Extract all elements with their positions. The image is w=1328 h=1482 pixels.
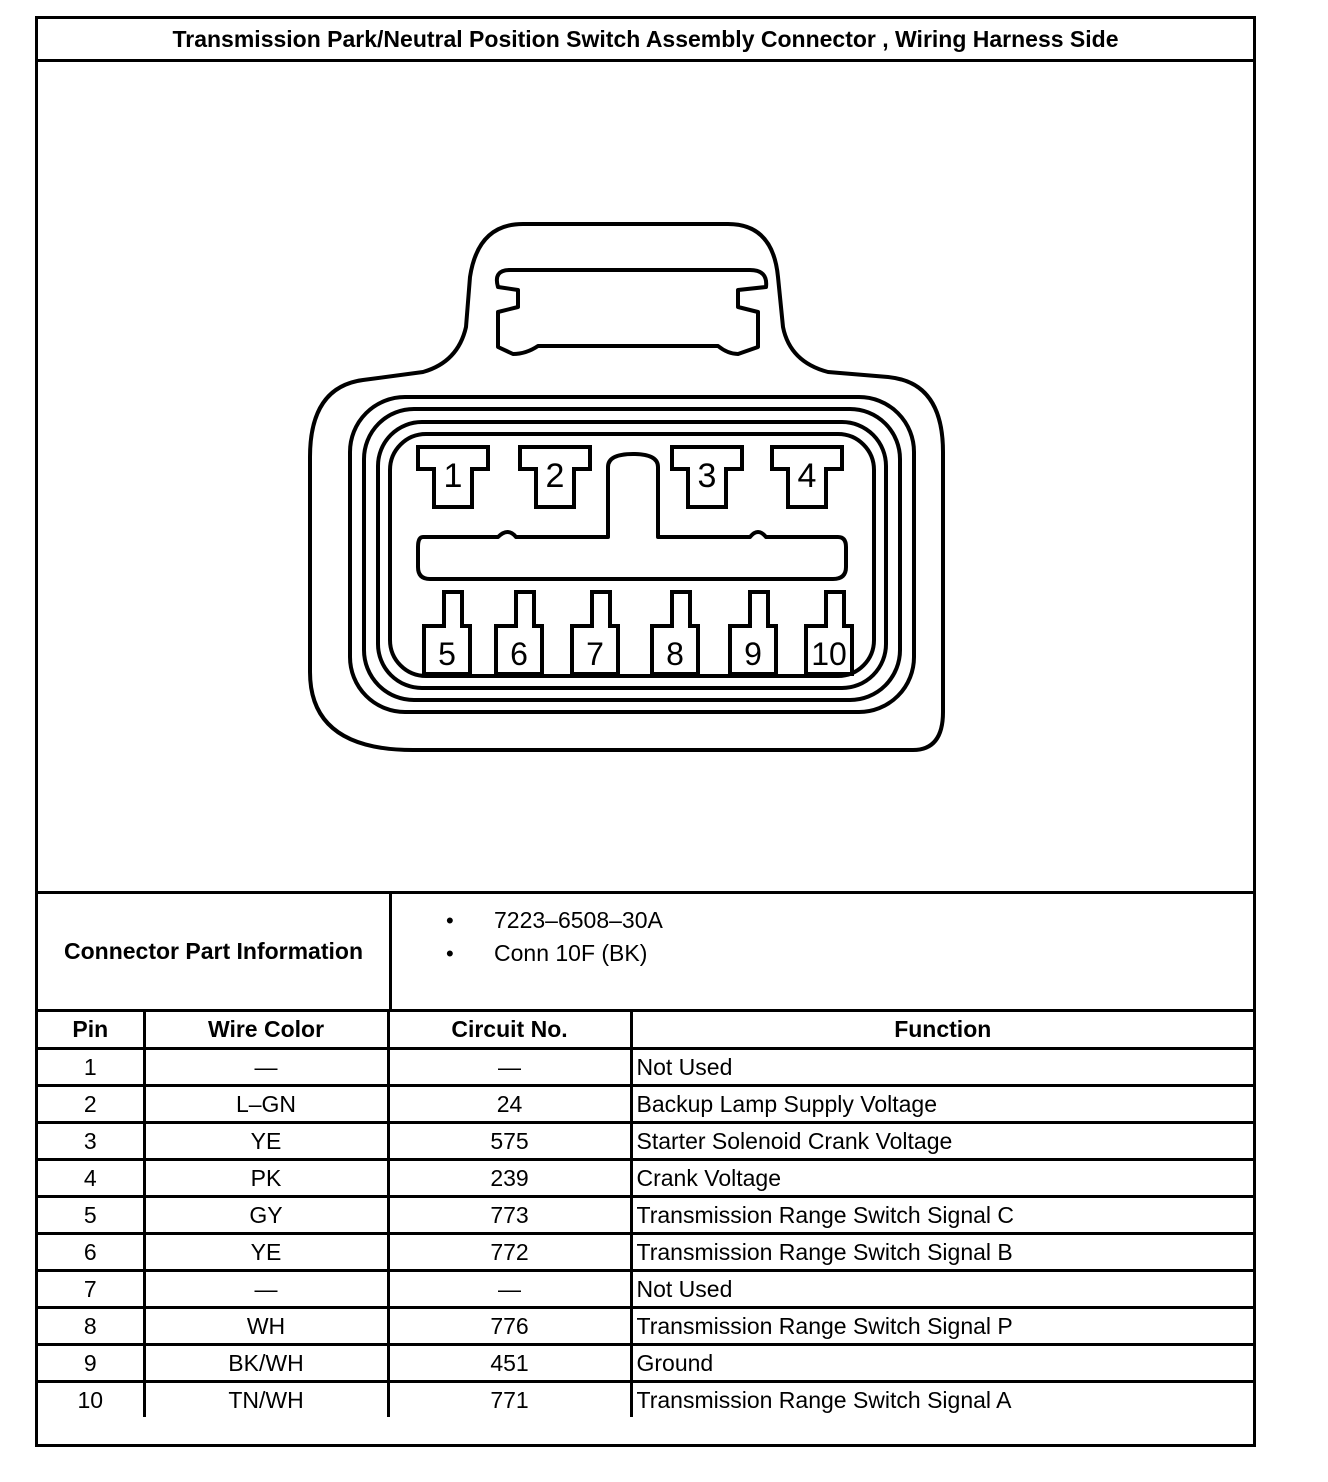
part-number-item: [446, 904, 663, 937]
wire-color-cell: GY: [144, 1197, 388, 1234]
function-cell: Ground: [631, 1345, 1253, 1382]
bullet-icon: •: [446, 941, 454, 966]
pin-label: 9: [744, 636, 762, 672]
function-cell: Transmission Range Switch Signal C: [631, 1197, 1253, 1234]
wire-color-cell: WH: [144, 1308, 388, 1345]
pin-cell: 10: [38, 1382, 144, 1418]
table-header-row: [38, 1011, 1253, 1049]
terminal-top-4: [772, 447, 842, 507]
pin-label: 6: [510, 636, 528, 672]
circuit-no-cell: 773: [388, 1197, 631, 1234]
wire-color-cell: L–GN: [144, 1086, 388, 1123]
pin-label: 3: [697, 457, 717, 495]
pin-cell: 9: [38, 1345, 144, 1382]
pin-label: 1: [443, 457, 463, 495]
circuit-no-cell: 771: [388, 1382, 631, 1418]
terminal-bottom-6: [496, 592, 542, 674]
table-row: [38, 1123, 1253, 1160]
table-row: [38, 1271, 1253, 1308]
table-row: [38, 1086, 1253, 1123]
wire-color-cell: BK/WH: [144, 1345, 388, 1382]
pin-label: 4: [797, 457, 817, 495]
circuit-no-cell: 24: [388, 1086, 631, 1123]
page-title: Transmission Park/Neutral Position Switch Assembly Connector , Wiring Harness Side: [38, 19, 1253, 62]
terminal-bottom-7: [572, 592, 618, 674]
pin-label: 8: [666, 636, 684, 672]
pin-cell: 1: [38, 1049, 144, 1086]
function-cell: Transmission Range Switch Signal B: [631, 1234, 1253, 1271]
table-row: [38, 1382, 1253, 1418]
header-wire-color: Wire Color: [144, 1011, 388, 1049]
connector-type-item: [446, 937, 663, 970]
circuit-no-cell: 451: [388, 1345, 631, 1382]
part-info-list: [446, 904, 663, 970]
table-row: [38, 1345, 1253, 1382]
divider-rib: [418, 454, 846, 579]
header-function: Function: [631, 1011, 1253, 1049]
header-circuit-no: Circuit No.: [388, 1011, 631, 1049]
function-cell: Crank Voltage: [631, 1160, 1253, 1197]
circuit-no-cell: 575: [388, 1123, 631, 1160]
wire-color-cell: —: [144, 1271, 388, 1308]
terminal-bottom-10: [806, 592, 852, 674]
circuit-no-cell: 239: [388, 1160, 631, 1197]
wire-color-cell: YE: [144, 1234, 388, 1271]
pin-cell: 4: [38, 1160, 144, 1197]
pin-label: 5: [438, 636, 456, 672]
pin-cell: 3: [38, 1123, 144, 1160]
header-pin: Pin: [38, 1011, 144, 1049]
circuit-no-cell: 772: [388, 1234, 631, 1271]
function-cell: Starter Solenoid Crank Voltage: [631, 1123, 1253, 1160]
bullet-icon: •: [446, 908, 454, 933]
connector-part-info: [38, 891, 1253, 1012]
terminal-top-1: [418, 447, 488, 507]
circuit-no-cell: —: [388, 1271, 631, 1308]
connector-face-drawing: [38, 62, 1253, 894]
connector-diagram: [38, 62, 1253, 894]
terminal-bottom-8: [652, 592, 698, 674]
table-row: [38, 1197, 1253, 1234]
pin-cell: 7: [38, 1271, 144, 1308]
pinout-table: [38, 1009, 1253, 1417]
terminal-top-2: [520, 447, 590, 507]
wire-color-cell: —: [144, 1049, 388, 1086]
function-cell: Transmission Range Switch Signal P: [631, 1308, 1253, 1345]
function-cell: Not Used: [631, 1271, 1253, 1308]
wire-color-cell: YE: [144, 1123, 388, 1160]
terminal-top-3: [672, 447, 742, 507]
pin-cell: 5: [38, 1197, 144, 1234]
pin-label: 7: [586, 636, 604, 672]
terminal-bottom-5: [424, 592, 470, 674]
circuit-no-cell: —: [388, 1049, 631, 1086]
table-row: [38, 1049, 1253, 1086]
wire-color-cell: PK: [144, 1160, 388, 1197]
table-row: [38, 1308, 1253, 1345]
pin-cell: 2: [38, 1086, 144, 1123]
function-cell: Backup Lamp Supply Voltage: [631, 1086, 1253, 1123]
part-number: 7223–6508–30A: [494, 907, 663, 933]
part-info-label: Connector Part Information: [38, 894, 392, 1009]
pin-label: 2: [545, 457, 565, 495]
table-row: [38, 1234, 1253, 1271]
wire-color-cell: TN/WH: [144, 1382, 388, 1418]
table-row: [38, 1160, 1253, 1197]
function-cell: Transmission Range Switch Signal A: [631, 1382, 1253, 1418]
pin-label: 10: [811, 636, 847, 672]
pin-cell: 8: [38, 1308, 144, 1345]
connector-type: Conn 10F (BK): [494, 940, 648, 966]
function-cell: Not Used: [631, 1049, 1253, 1086]
pin-cell: 6: [38, 1234, 144, 1271]
connector-sheet: [35, 16, 1256, 1447]
connector-latch-outline: [497, 270, 766, 354]
circuit-no-cell: 776: [388, 1308, 631, 1345]
terminal-bottom-9: [730, 592, 776, 674]
